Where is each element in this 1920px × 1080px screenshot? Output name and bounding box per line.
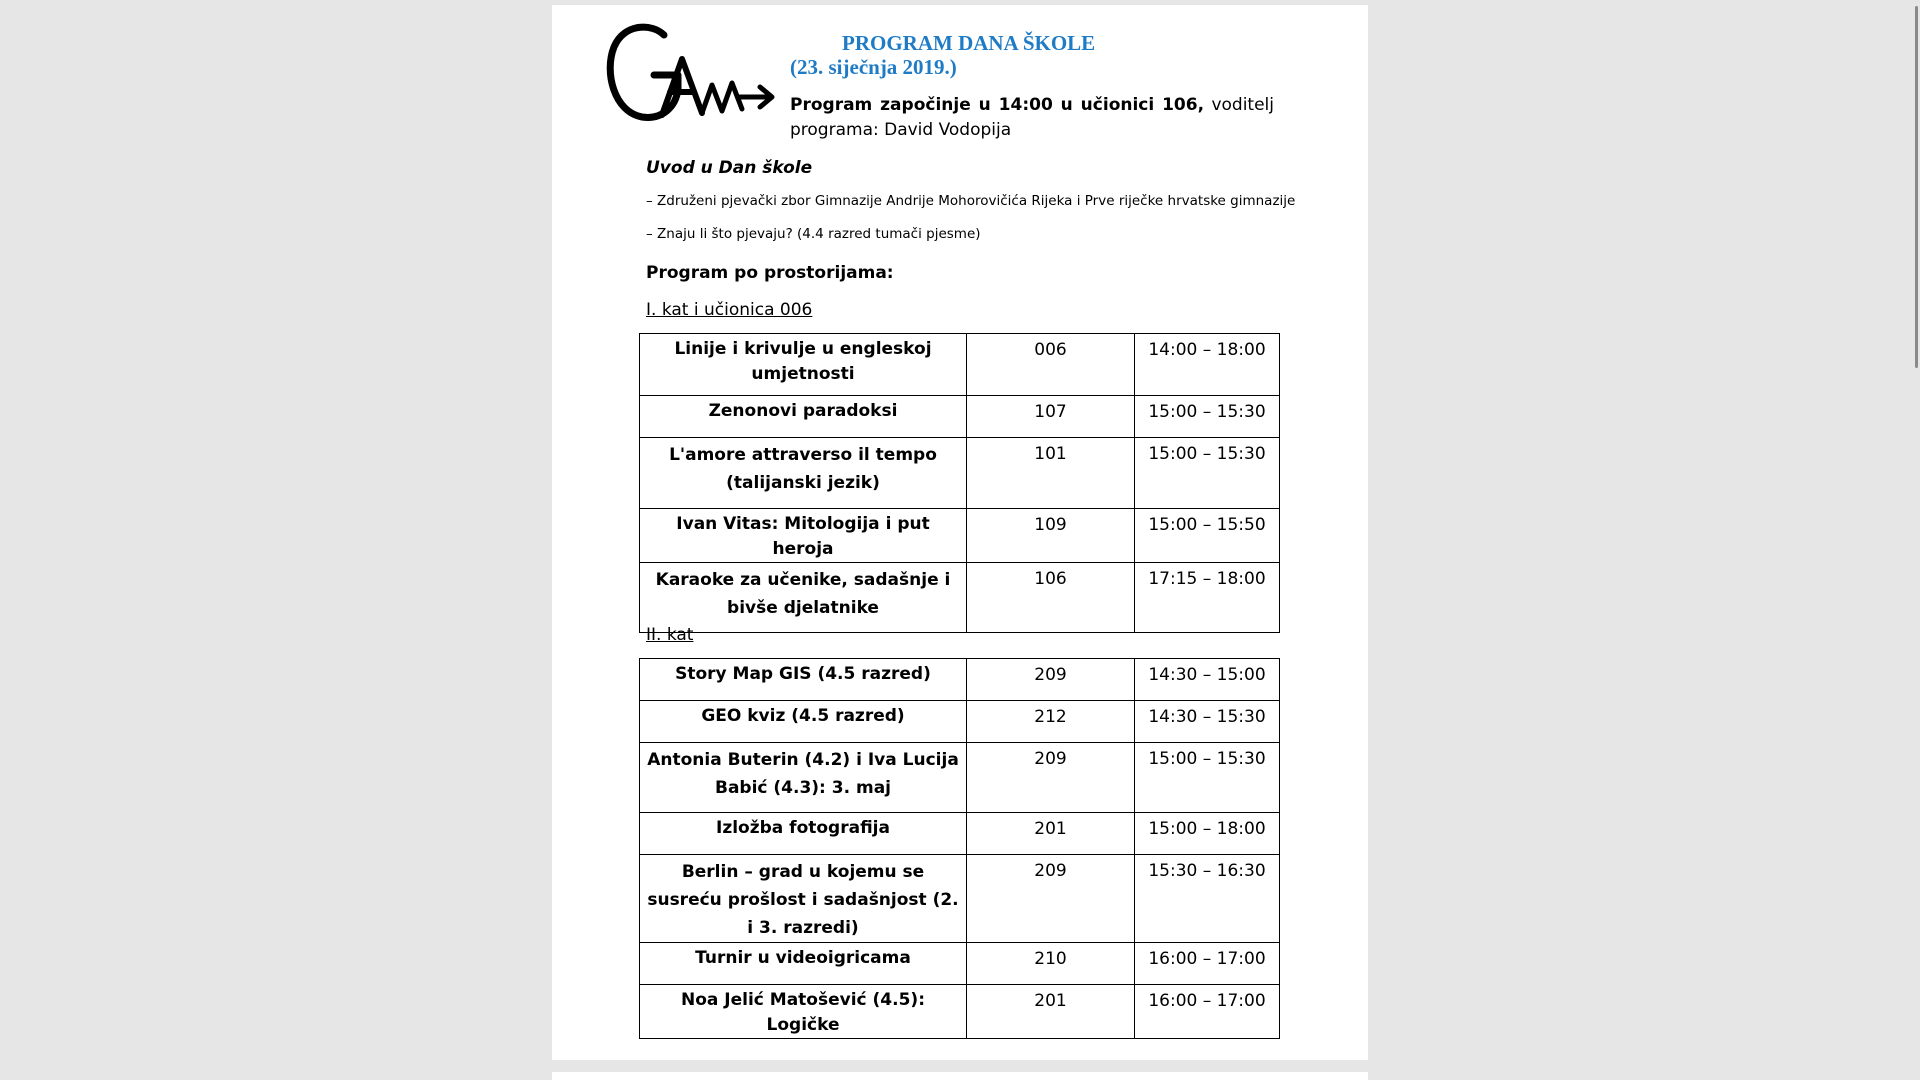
school-logo (602, 17, 777, 127)
table-row (640, 813, 1280, 855)
event-time: 15:30 – 16:30 (1135, 855, 1280, 943)
event-room: 101 (967, 438, 1135, 509)
uvod-heading: Uvod u Dan škole (646, 158, 813, 178)
event-name: Turnir u videoigricama (640, 943, 967, 985)
event-name: Zenonovi paradoksi (640, 396, 967, 438)
event-room: 209 (967, 659, 1135, 701)
event-name: Antonia Buterin (4.2) i Iva Lucija Babić (4.3): 3. maj (640, 743, 967, 813)
document-page (552, 5, 1368, 1060)
table-row (640, 985, 1280, 1039)
uvod-line-1: – Združeni pjevački zbor Gimnazije Andrije Mohorovičića Rijeka i Prve riječke hrvatske gimnazije (646, 193, 1296, 209)
next-document-page (552, 1072, 1368, 1080)
table-row (640, 743, 1280, 813)
table-row (640, 396, 1280, 438)
event-time: 15:00 – 15:50 (1135, 509, 1280, 563)
event-room: 201 (967, 813, 1135, 855)
event-name: GEO kviz (4.5 razred) (640, 701, 967, 743)
event-room: 006 (967, 334, 1135, 396)
table-row (640, 701, 1280, 743)
event-name: Noa Jelić Matošević (4.5): Logičke (640, 985, 967, 1039)
event-name: Story Map GIS (4.5 razred) (640, 659, 967, 701)
event-time: 14:00 – 18:00 (1135, 334, 1280, 396)
schedule-table-floor-2 (639, 658, 1280, 1039)
event-time: 15:00 – 18:00 (1135, 813, 1280, 855)
table-row (640, 943, 1280, 985)
event-name: Izložba fotografija (640, 813, 967, 855)
program-heading: Program po prostorijama: (646, 263, 894, 283)
event-time: 16:00 – 17:00 (1135, 985, 1280, 1039)
intro-paragraph (790, 93, 1274, 143)
event-time: 14:30 – 15:00 (1135, 659, 1280, 701)
event-name: Linije i krivulje u engleskoj umjetnosti (640, 334, 967, 396)
event-time: 17:15 – 18:00 (1135, 563, 1280, 633)
event-room: 212 (967, 701, 1135, 743)
table-row (640, 659, 1280, 701)
vertical-scrollbar[interactable] (1906, 0, 1920, 1080)
intro-bold-text: Program započinje u 14:00 u učionici 106, (790, 95, 1205, 115)
section-title-floor-1: I. kat i učionica 006 (646, 300, 813, 320)
intro-text: voditelj programa: David Vodopija (790, 95, 1274, 140)
table-row (640, 563, 1280, 633)
event-room: 109 (967, 509, 1135, 563)
document-date: (23. siječnja 2019.) (790, 55, 957, 79)
event-room: 209 (967, 855, 1135, 943)
table-row (640, 855, 1280, 943)
event-room: 106 (967, 563, 1135, 633)
event-name: L'amore attraverso il tempo (talijanski jezik) (640, 438, 967, 509)
uvod-line-2: – Znaju li što pjevaju? (4.4 razred tumači pjesme) (646, 226, 981, 242)
table-row (640, 334, 1280, 396)
section-title-floor-2: II. kat (646, 625, 694, 645)
event-time: 15:00 – 15:30 (1135, 396, 1280, 438)
table-row (640, 509, 1280, 563)
event-room: 210 (967, 943, 1135, 985)
event-time: 14:30 – 15:30 (1135, 701, 1280, 743)
event-name: Berlin – grad u kojemu se susreću prošlost i sadašnjost (2. i 3. razredi) (640, 855, 967, 943)
table-row (640, 438, 1280, 509)
event-room: 107 (967, 396, 1135, 438)
event-name: Karaoke za učenike, sadašnje i bivše djelatnike (640, 563, 967, 633)
event-time: 15:00 – 15:30 (1135, 438, 1280, 509)
event-time: 16:00 – 17:00 (1135, 943, 1280, 985)
event-room: 201 (967, 985, 1135, 1039)
event-time: 15:00 – 15:30 (1135, 743, 1280, 813)
scrollbar-thumb[interactable] (1915, 6, 1918, 368)
event-room: 209 (967, 743, 1135, 813)
schedule-table-floor-1 (639, 333, 1280, 633)
event-name: Ivan Vitas: Mitologija i put heroja (640, 509, 967, 563)
document-title: PROGRAM DANA ŠKOLE (842, 31, 1096, 55)
